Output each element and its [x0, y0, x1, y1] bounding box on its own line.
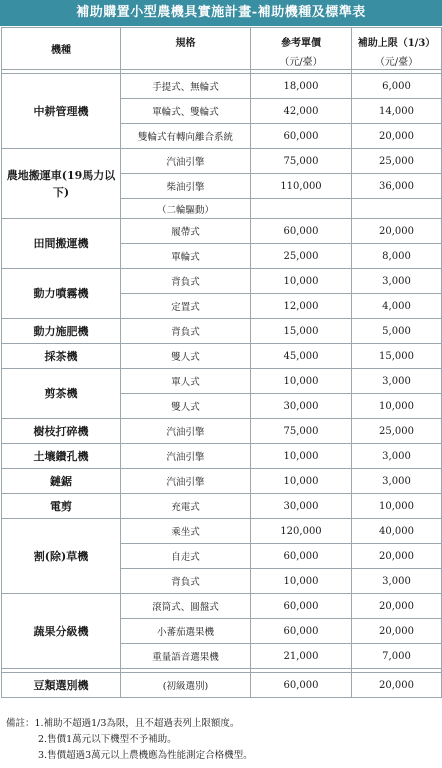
note-item: 3.售價超過3萬元以上農機應為性能測定合格機型。 — [38, 750, 253, 761]
price-cell: 12,000 — [251, 294, 352, 319]
category-cell: 剪茶機 — [2, 369, 121, 419]
spec-cell: 雙輪式有轉向離合系統 — [121, 124, 251, 149]
note-line-1 — [6, 716, 438, 732]
category-cell: 田間搬運機 — [2, 219, 121, 269]
spec-cell: （二輪驅動） — [121, 199, 251, 219]
category-cell: 動力噴霧機 — [2, 269, 121, 319]
subsidy-cell: 40,000 — [352, 519, 442, 544]
spec-cell: 自走式 — [121, 544, 251, 569]
price-cell: 10,000 — [251, 569, 352, 594]
table-row — [2, 419, 442, 444]
header-spec: 規格 — [121, 28, 251, 70]
header-machine: 機種 — [2, 28, 121, 70]
subsidy-cell: 5,000 — [352, 319, 442, 344]
note-item: 2.售價1萬元以下機型不予補助。 — [38, 734, 177, 745]
spec-cell: (初級選別) — [121, 673, 251, 698]
note-item: 1.補助不超過1/3為限，且不超過表列上限額度。 — [34, 718, 240, 729]
category-cell: 豆類選別機 — [2, 673, 121, 698]
subsidy-cell: 3,000 — [352, 444, 442, 469]
note-line-3 — [6, 748, 438, 764]
subsidy-cell: 20,000 — [352, 124, 442, 149]
price-cell: 10,000 — [251, 469, 352, 494]
price-cell: 60,000 — [251, 673, 352, 698]
spec-cell: 單輪式、雙輪式 — [121, 99, 251, 124]
header-subsidy-unit: （元/臺） — [374, 57, 419, 68]
notes-label: 備註： — [6, 718, 35, 729]
table-row — [2, 444, 442, 469]
spec-cell: 汽油引擎 — [121, 419, 251, 444]
table-row — [2, 369, 442, 394]
spec-cell: 汽油引擎 — [121, 444, 251, 469]
subsidy-table — [1, 27, 442, 698]
price-cell: 10,000 — [251, 269, 352, 294]
spec-cell: 柴油引擎 — [121, 174, 251, 199]
spec-cell: 汽油引擎 — [121, 469, 251, 494]
table-row — [2, 594, 442, 619]
price-cell: 15,000 — [251, 319, 352, 344]
price-cell: 75,000 — [251, 149, 352, 174]
category-cell: 蔬果分級機 — [2, 594, 121, 669]
spec-cell: 雙人式 — [121, 344, 251, 369]
price-cell: 45,000 — [251, 344, 352, 369]
price-cell: 10,000 — [251, 369, 352, 394]
subsidy-cell: 15,000 — [352, 344, 442, 369]
subsidy-cell: 20,000 — [352, 544, 442, 569]
price-cell: 60,000 — [251, 544, 352, 569]
subsidy-cell: 3,000 — [352, 269, 442, 294]
subsidy-cell: 3,000 — [352, 369, 442, 394]
spec-cell: 滾筒式、圓盤式 — [121, 594, 251, 619]
table-row — [2, 673, 442, 698]
category-cell: 電剪 — [2, 494, 121, 519]
table-row — [2, 494, 442, 519]
price-cell: 75,000 — [251, 419, 352, 444]
subsidy-cell: 20,000 — [352, 594, 442, 619]
document-title: 補助購置小型農機具實施計畫-補助機種及標準表 — [0, 0, 442, 26]
subsidy-cell: 3,000 — [352, 569, 442, 594]
subsidy-cell: 20,000 — [352, 673, 442, 698]
spec-cell: 小蕃茄選果機 — [121, 619, 251, 644]
header-subsidy-label: 補助上限（1/3） — [357, 38, 436, 49]
spec-cell: 手提式、無輪式 — [121, 74, 251, 99]
price-cell — [251, 199, 352, 219]
price-cell: 30,000 — [251, 394, 352, 419]
spec-cell: 單人式 — [121, 369, 251, 394]
category-cell: 鏈鋸 — [2, 469, 121, 494]
table-row — [2, 149, 442, 174]
table-row — [2, 269, 442, 294]
category-cell: 中耕管理機 — [2, 74, 121, 149]
price-cell: 60,000 — [251, 219, 352, 244]
header-price — [251, 28, 352, 70]
note-line-2 — [6, 732, 438, 748]
category-cell: 樹枝打碎機 — [2, 419, 121, 444]
spec-cell: 充電式 — [121, 494, 251, 519]
price-cell: 120,000 — [251, 519, 352, 544]
price-cell: 18,000 — [251, 74, 352, 99]
table-header-row — [2, 28, 442, 70]
subsidy-cell: 10,000 — [352, 494, 442, 519]
subsidy-cell: 6,000 — [352, 74, 442, 99]
spec-cell: 履帶式 — [121, 219, 251, 244]
table-row — [2, 344, 442, 369]
table-row — [2, 219, 442, 244]
subsidy-cell: 25,000 — [352, 419, 442, 444]
header-price-unit: （元/臺） — [279, 57, 323, 68]
subsidy-cell: 3,000 — [352, 469, 442, 494]
spec-cell: 重量語音選果機 — [121, 644, 251, 669]
spec-cell: 背負式 — [121, 569, 251, 594]
spec-cell: 汽油引擎 — [121, 149, 251, 174]
spec-cell: 單輪式 — [121, 244, 251, 269]
category-cell: 土壤鑽孔機 — [2, 444, 121, 469]
price-cell: 110,000 — [251, 174, 352, 199]
table-row — [2, 74, 442, 99]
subsidy-cell: 14,000 — [352, 99, 442, 124]
price-cell: 25,000 — [251, 244, 352, 269]
price-cell: 42,000 — [251, 99, 352, 124]
price-cell: 10,000 — [251, 444, 352, 469]
subsidy-cell: 7,000 — [352, 644, 442, 669]
subsidy-cell: 20,000 — [352, 619, 442, 644]
header-price-label: 參考單價 — [281, 38, 321, 49]
price-cell: 21,000 — [251, 644, 352, 669]
subsidy-cell: 10,000 — [352, 394, 442, 419]
price-cell: 30,000 — [251, 494, 352, 519]
category-cell: 動力施肥機 — [2, 319, 121, 344]
subsidy-cell — [352, 199, 442, 219]
category-cell: 採茶機 — [2, 344, 121, 369]
price-cell: 60,000 — [251, 124, 352, 149]
spec-cell: 乘坐式 — [121, 519, 251, 544]
category-cell: 農地搬運車(19馬力以下) — [2, 149, 121, 219]
header-subsidy — [352, 28, 442, 70]
category-cell: 割(除)草機 — [2, 519, 121, 594]
subsidy-cell: 4,000 — [352, 294, 442, 319]
subsidy-cell: 36,000 — [352, 174, 442, 199]
price-cell: 60,000 — [251, 619, 352, 644]
spec-cell: 背負式 — [121, 269, 251, 294]
spec-cell: 背負式 — [121, 319, 251, 344]
table-row — [2, 519, 442, 544]
spec-cell: 雙人式 — [121, 394, 251, 419]
table-row — [2, 469, 442, 494]
spec-cell: 定置式 — [121, 294, 251, 319]
subsidy-cell: 8,000 — [352, 244, 442, 269]
notes — [6, 716, 438, 764]
table-row — [2, 319, 442, 344]
subsidy-cell: 25,000 — [352, 149, 442, 174]
price-cell: 60,000 — [251, 594, 352, 619]
subsidy-cell: 20,000 — [352, 219, 442, 244]
